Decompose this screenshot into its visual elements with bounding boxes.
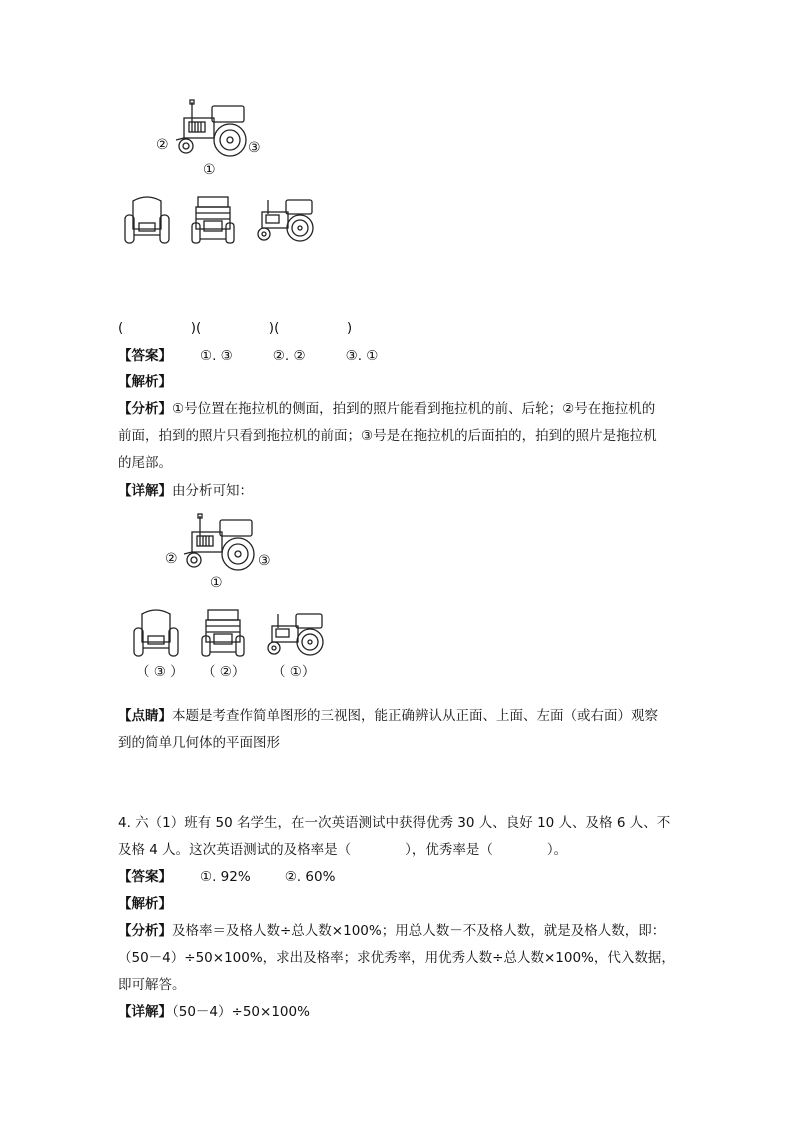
position-mark-3b: ③ xyxy=(258,553,271,569)
q4-detail-text: （50－4）÷50×100% xyxy=(172,1004,310,1020)
q3-detail-line xyxy=(118,481,253,501)
q4-answer-1: ①. 92% xyxy=(200,869,251,885)
tractor-rear-view xyxy=(123,195,171,247)
q4-answer-tag: 【答案】 xyxy=(118,869,172,885)
position-mark-2: ② xyxy=(156,137,169,153)
q4-answer-2: ②. 60% xyxy=(284,869,336,885)
q4-question-line-1: 4. 六（1）班有 50 名学生，在一次英语测试中获得优秀 30 人、良好 10 人、及格 6 人、不 xyxy=(118,815,671,831)
tractor-front-view xyxy=(190,195,236,247)
q3-detail-tag: 【详解】 xyxy=(118,483,172,499)
position-mark-2b: ② xyxy=(165,551,178,567)
q4-question-line-2: 及格 4 人。这次英语测试的及格率是（ ），优秀率是（ ）。 xyxy=(118,842,568,858)
q3-dianjing-tag: 【点睛】 xyxy=(118,708,172,724)
tractor-side-view xyxy=(254,196,318,246)
q3-fenxi-line-1 xyxy=(118,399,655,419)
answer-blanks: ( )( )( ) xyxy=(118,320,353,336)
q4-fenxi-line-3: 即可解答。 xyxy=(118,977,186,993)
q3-answer-3: ③. ① xyxy=(345,348,379,364)
q4-answer-row xyxy=(118,867,335,887)
view-label-side: （ ①） xyxy=(272,664,316,680)
q3-fenxi-text-1: ①号位置在拖拉机的侧面，拍到的照片能看到拖拉机的前、后轮；②号在拖拉机的 xyxy=(172,401,656,417)
view-label-front: （ ②） xyxy=(202,664,246,680)
tractor-side-drawing xyxy=(172,100,252,160)
q3-answer-row xyxy=(118,346,378,366)
q4-fenxi-line-1 xyxy=(118,921,665,941)
position-mark-1b: ① xyxy=(210,575,223,591)
q3-fenxi-line-2: 前面，拍到的照片只看到拖拉机的前面；③号是在拖拉机的后面拍的，拍到的照片是拖拉机 xyxy=(118,428,657,444)
q3-dianjing-text-1: 本题是考查作简单图形的三视图，能正确辨认从正面、上面、左面（或右面）观察 xyxy=(172,708,658,724)
q4-fenxi-tag: 【分析】 xyxy=(118,923,172,939)
q3-detail-text: 由分析可知： xyxy=(172,483,253,499)
q4-detail-tag: 【详解】 xyxy=(118,1004,172,1020)
q4-fenxi-line-2: （50－4）÷50×100%，求出及格率；求优秀率，用优秀人数÷总人数×100%，代入数据， xyxy=(118,950,675,966)
q4-detail-line xyxy=(118,1002,310,1022)
view-label-rear: （ ③ ） xyxy=(136,664,184,680)
q3-answer-1: ①. ③ xyxy=(200,348,233,364)
q3-answer-tag: 【答案】 xyxy=(118,348,172,364)
q3-fenxi-tag: 【分析】 xyxy=(118,401,172,417)
q3-dianjing-line-1 xyxy=(118,706,658,726)
tractor-side-drawing-2 xyxy=(180,514,260,574)
position-mark-1: ① xyxy=(203,162,216,178)
tractor-side-view-2 xyxy=(264,610,328,660)
q3-answer-2: ②. ② xyxy=(272,348,306,364)
position-mark-3: ③ xyxy=(248,140,261,156)
q3-analysis-tag: 【解析】 xyxy=(118,374,172,390)
tractor-front-view-2 xyxy=(200,608,246,660)
q3-fenxi-line-3: 的尾部。 xyxy=(118,455,172,471)
q4-analysis-tag: 【解析】 xyxy=(118,896,172,912)
q3-dianjing-line-2: 到的简单几何体的平面图形 xyxy=(118,735,280,751)
tractor-rear-view-2 xyxy=(132,608,180,660)
q4-fenxi-text-1: 及格率＝及格人数÷总人数×100%；用总人数－不及格人数，就是及格人数，即： xyxy=(172,923,666,939)
